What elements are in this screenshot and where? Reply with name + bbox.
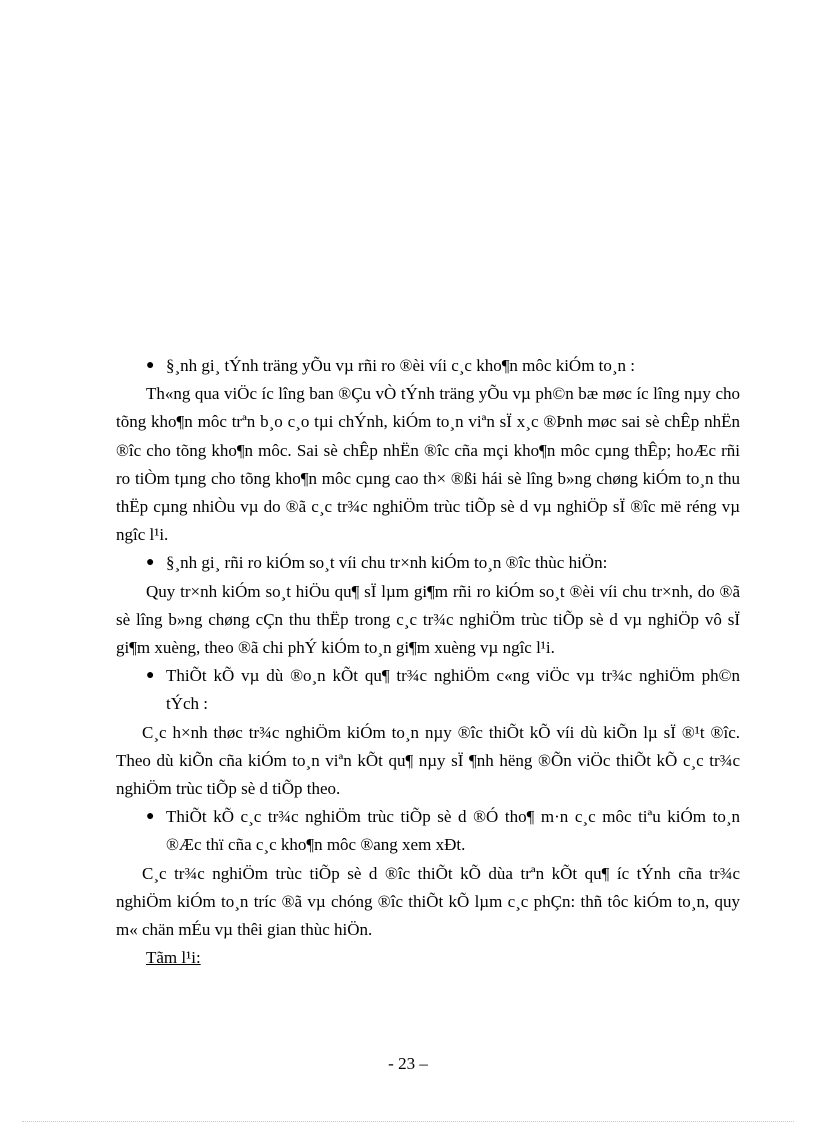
bullet-text: §¸nh gi¸ rñi ro kiÓm so¸t víi chu tr×nh kiÓm to¸n ®îc thùc hiÖn: [166, 553, 608, 573]
paragraph: Th«ng qua viÖc íc lîng ban ®Çu vÒ tÝnh träng yÕu vµ ph©n bæ møc íc lîng nµy cho tõng kho¶n môc trªn b¸o c¸o tµi chÝnh, kiÓm to¸n viªn sÏ x¸c ®Þnh møc sai sè chÊp nhËn ®îc cho tõng kho¶n môc. Sai sè chÊp nhËn ®îc cña mçi kho¶n môc cµng thÊp; hoÆc rñi ro tiÒm tµng cho tõng kho¶n môc cµng cao th× ®ßi hái sè lîng b»ng chøng kiÓm to¸n thu thËp cµng nhiÒu vµ do ®ã c¸c tr¾c nghiÖm trùc tiÕp sè d vµ nghiÖp sÏ ®îc më réng vµ ngîc l¹i. [116, 384, 740, 545]
bullet-icon: ● [146, 809, 155, 825]
bullet-item [116, 549, 740, 577]
page-divider [22, 1121, 794, 1122]
section-heading: Tãm l¹i: [146, 948, 201, 968]
bullet-icon: ● [146, 358, 155, 373]
bullet-text: ThiÕt kÕ c¸c tr¾c nghiÖm trùc tiÕp sè d ®Ó tho¶ m·n c¸c môc tiªu kiÓm to¸n ®Æc thï cña c¸c kho¶n môc ®ang xem xÐt. [166, 807, 740, 855]
bullet-icon: ● [146, 668, 155, 684]
paragraph: C¸c h×nh thøc tr¾c nghiÖm kiÓm to¸n nµy ®îc thiÕt kÕ víi dù kiÕn lµ sÏ ®¹t ®îc. Theo dù kiÕn cña kiÓm to¸n viªn kÕt qu¶ nµy sÏ ¶nh hëng ®Õn viÖc thiÕt kÕ c¸c tr¾c nghiÖm trùc tiÕp sè d tiÕp theo. [116, 722, 740, 799]
paragraph: Quy tr×nh kiÓm so¸t hiÖu qu¶ sÏ lµm gi¶m rñi ro kiÓm so¸t ®èi víi chu tr×nh, do ®ã sè lîng b»ng chøng cÇn thu thËp trong c¸c tr¾c nghiÖm trùc tiÕp sè d vµ nghiÖp vô sÏ gi¶m xuèng, theo ®ã chi phÝ kiÓm to¸n gi¶m xuèng vµ ngîc l¹i. [116, 581, 740, 658]
bullet-item [116, 352, 740, 380]
bullet-item [116, 803, 740, 859]
bullet-text: §¸nh gi¸ tÝnh träng yÕu vµ rñi ro ®èi víi c¸c kho¶n môc kiÓm to¸n : [166, 356, 636, 375]
bullet-icon: ● [146, 555, 155, 571]
bullet-item [116, 662, 740, 718]
document-body [116, 352, 740, 972]
page-number: - 23 – [388, 1054, 428, 1073]
bullet-text: ThiÕt kÕ vµ dù ®o¸n kÕt qu¶ tr¾c nghiÖm c«ng viÖc vµ tr¾c nghiÖm ph©n tÝch : [166, 666, 740, 714]
paragraph: C¸c tr¾c nghiÖm trùc tiÕp sè d ®îc thiÕt kÕ dùa trªn kÕt qu¶ íc tÝnh cña tr¾c nghiÖm kiÓm to¸n tríc ®ã vµ chóng ®îc thiÕt kÕ lµm c¸c phÇn: thñ tôc kiÓm to¸n, quy m« chän mÉu vµ thêi gian thùc hiÖn. [116, 863, 740, 940]
